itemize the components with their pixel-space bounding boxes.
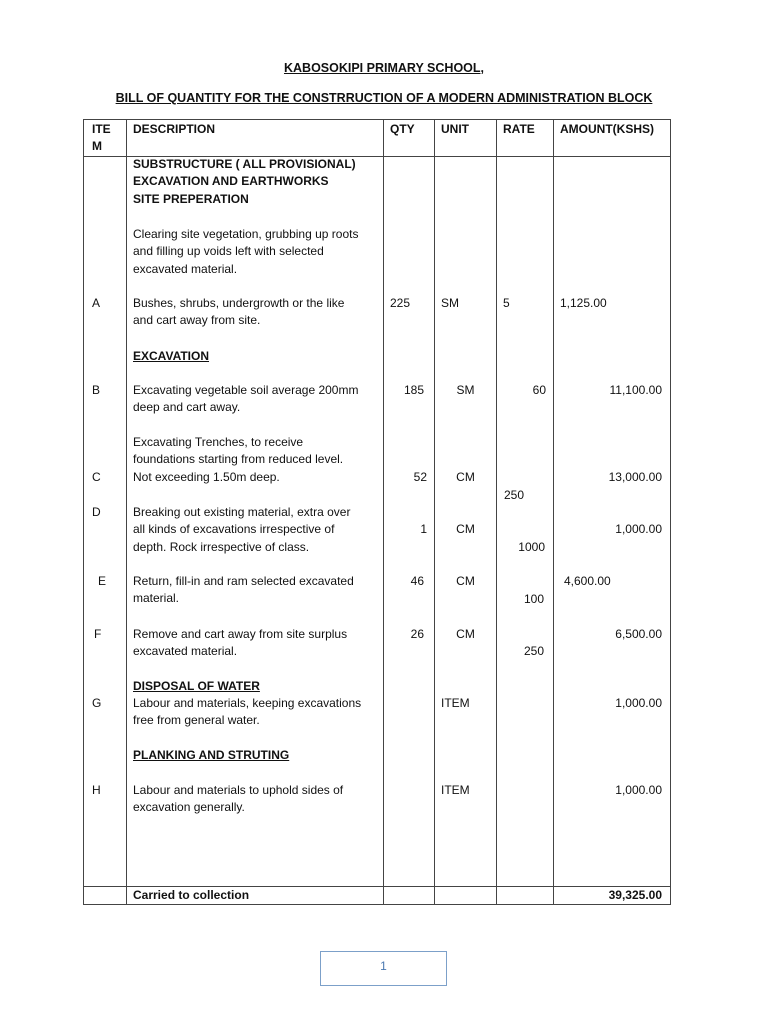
column-divider: [434, 120, 435, 904]
rate-e: 100: [523, 592, 544, 606]
unit-e: CM: [456, 574, 475, 588]
item-g: G: [92, 696, 102, 710]
unit-g: ITEM: [441, 696, 470, 710]
description-e: Return, fill-in and ram selected excavated material.: [133, 574, 354, 606]
item-f: F: [94, 627, 102, 641]
amount-e: 4,600.00: [564, 574, 611, 588]
header-unit: UNIT: [441, 122, 469, 136]
rate-c: 250: [504, 488, 525, 502]
qty-c: 52: [413, 470, 427, 484]
column-divider: [383, 120, 384, 904]
unit-f: CM: [456, 627, 475, 641]
qty-e: 46: [410, 574, 424, 588]
total-label: Carried to collection: [133, 888, 250, 902]
bill-of-quantity-table: [83, 119, 671, 905]
school-title: KABOSOKIPI PRIMARY SCHOOL,: [283, 61, 485, 75]
unit-d: CM: [456, 522, 475, 536]
description-f: Remove and cart away from site surplus excavated material.: [133, 627, 348, 659]
disposal-heading: DISPOSAL OF WATER: [133, 679, 260, 693]
amount-h: 1,000.00: [615, 783, 662, 797]
column-divider: [496, 120, 497, 904]
column-divider: [126, 120, 127, 904]
header-qty: QTY: [390, 122, 415, 136]
item-a: A: [92, 296, 101, 310]
total-amount: 39,325.00: [608, 888, 662, 902]
description-g: Labour and materials, keeping excavations free from general water.: [133, 696, 362, 728]
item-c: C: [92, 470, 101, 484]
header-amount: AMOUNT(KSHS): [560, 122, 654, 136]
amount-a: 1,125.00: [560, 296, 607, 310]
amount-g: 1,000.00: [615, 696, 662, 710]
rate-a: 5: [503, 296, 510, 310]
rate-d: 1000: [518, 540, 545, 554]
planking-heading: PLANKING AND STRUTING: [133, 748, 290, 762]
description-c: Not exceeding 1.50m deep.: [133, 470, 280, 484]
item-h: H: [92, 783, 101, 797]
item-b: B: [92, 383, 101, 397]
unit-c: CM: [456, 470, 475, 484]
rate-f: 250: [523, 644, 544, 658]
amount-b: 11,100.00: [609, 383, 662, 397]
description-d: Breaking out existing material, extra over all kinds of excavations irrespective of depth. Rock irrespective of class.: [133, 505, 351, 554]
header-rate: RATE: [503, 122, 535, 136]
trenches-description: Excavating Trenches, to receive foundations starting from reduced level.: [133, 435, 344, 467]
unit-h: ITEM: [441, 783, 470, 797]
qty-a: 225: [390, 296, 411, 310]
amount-f: 6,500.00: [615, 627, 662, 641]
qty-d: 1: [420, 522, 427, 536]
qty-f: 26: [410, 627, 424, 641]
unit-a: SM: [441, 296, 459, 310]
description-b: Excavating vegetable soil average 200mm deep and cart away.: [133, 383, 359, 415]
page-number: 1: [380, 959, 387, 973]
document-subtitle: BILL OF QUANTITY FOR THE CONSTRRUCTION OF A MODERN ADMINISTRATION BLOCK: [115, 91, 653, 105]
header-item: ITE M: [92, 122, 111, 154]
unit-b: SM: [456, 383, 475, 397]
item-e: E: [98, 574, 107, 588]
excavation-heading: EXCAVATION: [133, 349, 210, 363]
amount-c: 13,000.00: [608, 470, 662, 484]
page-number-box: [320, 951, 447, 986]
description-a: Bushes, shrubs, undergrowth or the like and cart away from site.: [133, 296, 345, 328]
header-description: DESCRIPTION: [133, 122, 216, 136]
amount-d: 1,000.00: [615, 522, 662, 536]
section-heading: SUBSTRUCTURE ( ALL PROVISIONAL) EXCAVATION AND EARTHWORKS SITE PREPERATION: [133, 157, 356, 206]
rate-b: 60: [532, 383, 546, 397]
clearing-description: Clearing site vegetation, grubbing up roots and filling up voids left with selected excavated material.: [133, 227, 359, 276]
qty-b: 185: [403, 383, 424, 397]
description-h: Labour and materials to uphold sides of excavation generally.: [133, 783, 344, 815]
item-d: D: [92, 505, 101, 519]
